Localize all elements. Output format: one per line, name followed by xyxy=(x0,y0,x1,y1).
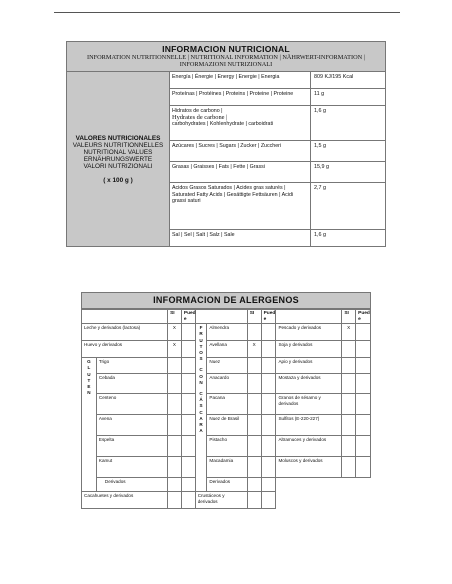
allergen-sesamo: Granos de sésamo y derivados xyxy=(276,394,342,415)
gluten-letter: T xyxy=(87,377,91,383)
table-row xyxy=(82,341,371,358)
table-row xyxy=(82,478,371,492)
label-it: VALORI NUTRIZIONALI xyxy=(83,162,153,170)
row-value: 15,9 g xyxy=(314,164,329,170)
allergen-anacardo: Anacardo xyxy=(207,374,247,394)
frutos-letter: C xyxy=(199,409,203,415)
table-row xyxy=(82,492,371,509)
allergen-kamut: Kamut xyxy=(96,457,167,478)
table-row xyxy=(82,436,371,457)
allergen-moluscos: Moluscos y derivados xyxy=(276,457,342,478)
frutos-letter: U xyxy=(199,337,203,343)
allergen-crustaceos: Crustáceos y derivados xyxy=(195,492,247,509)
nutrition-values-label xyxy=(67,72,170,246)
row-label: Energía | Énergie | Energy | Energie | Energia xyxy=(170,72,311,88)
label-es: VALORES NUTRICIONALES xyxy=(75,134,161,142)
row-label: Azúcares | Sucres | Sugars | Zucker | Zuccheri xyxy=(170,141,311,161)
row-label: Grasas | Graisses | Fats | Fette | Grassi xyxy=(170,162,311,182)
table-row xyxy=(82,394,371,415)
allergen-espelta: Espelta xyxy=(96,436,167,457)
allergen-title: INFORMACION DE ALERGENOS xyxy=(81,292,371,309)
row-label xyxy=(170,106,311,140)
frutos-letter: C xyxy=(199,367,203,373)
gluten-letter: G xyxy=(87,359,91,365)
nutrition-row-fats xyxy=(170,162,385,183)
row-value: 809 KJ/195 Kcal xyxy=(314,74,354,80)
frutos-cascara-vertical-label xyxy=(195,324,207,492)
frutos-letter: A xyxy=(199,428,203,434)
label-fr: VALEURS NUTRITIONNELLES xyxy=(72,141,164,149)
per-100g: ( x 100 g ) xyxy=(103,176,133,184)
nutrition-subtitle: INFORMATION NUTRITIONNELLE | NUTRITIONAL INFORMATION | NÄHRWERT-INFORMATION | INFORMAZIONI NUTRIZIONALI xyxy=(86,54,366,68)
nutrition-row-energy xyxy=(170,72,385,89)
allergen-avellana: Avellana xyxy=(207,341,247,358)
table-row xyxy=(82,324,371,341)
allergen-huevo: Huevo y derivados xyxy=(82,341,168,358)
allergen-leche: Leche y derivados (lactosa) xyxy=(82,324,168,341)
nutrition-table xyxy=(66,41,386,247)
frutos-letter: R xyxy=(199,422,203,428)
table-row xyxy=(82,457,371,478)
allergen-pescado: Pescado y derivados xyxy=(276,324,342,341)
allergen-cacahuetes: Cacahuetes y derivados xyxy=(82,492,168,509)
frutos-letter: C xyxy=(199,391,203,397)
col-si: SI xyxy=(247,310,261,324)
allergen-gluten-derivados: Derivados xyxy=(96,478,167,492)
table-row xyxy=(82,374,371,394)
row-label: Acidos Grasos Saturados | Acides gras saturés | Saturated Fatty Acids | Gesättigte Fettsäuren | Acidi grassi saturi xyxy=(170,183,311,229)
gluten-letter: U xyxy=(87,371,91,377)
allergen-grid xyxy=(81,309,371,509)
frutos-letter: F xyxy=(199,325,203,331)
allergen-frutos-derivados: Derivados xyxy=(207,478,247,492)
nutrition-row-salt xyxy=(170,230,385,246)
nutrition-title: INFORMACION NUTRICIONAL xyxy=(162,44,290,54)
table-row xyxy=(82,358,371,374)
allergen-table xyxy=(81,292,371,509)
col-pued: Pued e xyxy=(261,310,276,324)
nutrition-row-sugars xyxy=(170,141,385,162)
allergen-avena: Avena xyxy=(96,415,167,436)
allergen-pistacho: Pistacho xyxy=(207,436,247,457)
si-mark: X xyxy=(168,324,182,341)
row-value: 1,5 g xyxy=(314,143,326,149)
nutrition-row-protein xyxy=(170,89,385,106)
frutos-letter: Á xyxy=(199,397,203,403)
allergen-soja: Soja y derivados xyxy=(276,341,342,358)
carbs-label-fr: Hydrates de carbone | xyxy=(172,113,228,121)
allergen-altramuces: Altramuces y derivados xyxy=(276,436,342,457)
gluten-vertical-label xyxy=(82,358,97,492)
label-de: ERNÄHRUNGSWERTE xyxy=(83,155,153,163)
carbs-label-rest: carbohydrates | Kohlenhydrate | carboidrati xyxy=(172,121,274,128)
nutrition-row-carbs xyxy=(170,106,385,141)
allergen-macadamia: Macadamia xyxy=(207,457,247,478)
row-value: 1,6 g xyxy=(314,108,326,114)
col-si: SI xyxy=(342,310,356,324)
allergen-mostaza: Mostaza y derivados xyxy=(276,374,342,394)
allergen-nuez-brasil: Nuez de Brasil xyxy=(207,415,247,436)
allergen-nuez: Nuez xyxy=(207,358,247,374)
frutos-letter: R xyxy=(199,331,203,337)
frutos-letter: O xyxy=(199,373,203,379)
frutos-letter: S xyxy=(199,403,203,409)
col-si: SI xyxy=(168,310,182,324)
frutos-letter: O xyxy=(199,350,203,355)
label-en: NUTRITIONAL VALUES xyxy=(83,148,153,156)
frutos-letter: N xyxy=(199,379,203,385)
col-pued: Pued e xyxy=(356,310,371,324)
nutrition-header xyxy=(67,42,385,72)
allergen-sulfitos: Sulfitos (E-220-227) xyxy=(276,415,342,436)
table-row xyxy=(82,415,371,436)
allergen-centeno: Centeno xyxy=(96,394,167,415)
allergen-apio: Apio y derivados xyxy=(276,358,342,374)
row-label: Sal | Sel | Salt | Salz | Sale xyxy=(170,230,311,246)
carbs-label-es: Hidratos de carbono | xyxy=(172,108,223,114)
allergen-header-row xyxy=(82,310,371,324)
row-value: 11 g xyxy=(314,91,325,97)
row-label: Proteínas | Protéines | Proteins | Proteine | Proteine xyxy=(170,89,311,105)
allergen-cebada: Cebada xyxy=(96,374,167,394)
gluten-letter: L xyxy=(87,365,91,371)
allergen-pacana: Pacana xyxy=(207,394,247,415)
row-value: 1,6 g xyxy=(314,232,326,238)
gluten-letter: N xyxy=(87,390,91,396)
allergen-trigo: Trigo xyxy=(96,358,167,374)
col-pued: Pued e xyxy=(181,310,195,324)
nutrition-row-saturated xyxy=(170,183,385,230)
frutos-letter: A xyxy=(199,415,203,421)
si-mark: X xyxy=(168,341,182,358)
si-mark: X xyxy=(342,324,356,341)
allergen-almendra: Almendra xyxy=(207,324,247,341)
gluten-letter: E xyxy=(87,384,91,389)
frutos-letter: S xyxy=(199,356,203,362)
top-divider xyxy=(54,12,400,13)
row-value: 2,7 g xyxy=(314,185,326,191)
frutos-letter: T xyxy=(199,343,203,349)
si-mark: X xyxy=(247,341,261,358)
